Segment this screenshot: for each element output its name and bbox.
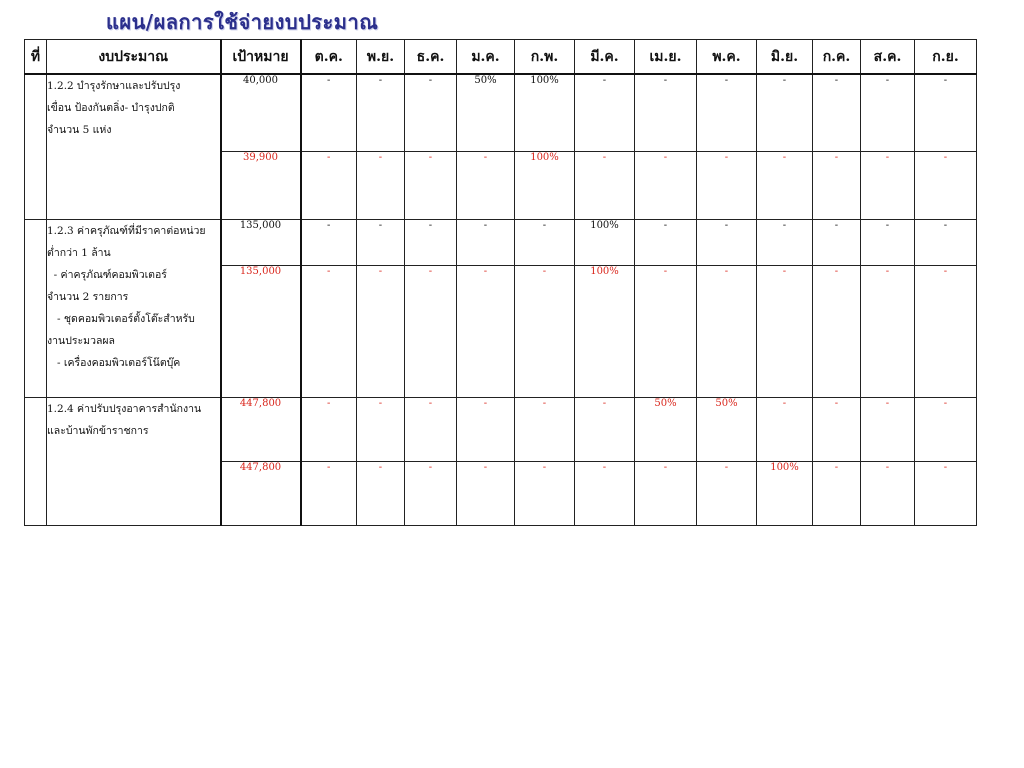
result-month-value: - [515,461,575,525]
header-month: ม.ค. [457,40,515,75]
result-target-value: 39,900 [221,151,301,219]
header-month: ก.ย. [915,40,977,75]
result-month-value: - [757,151,813,219]
result-month-value: - [861,151,915,219]
plan-month-value: - [861,219,915,265]
result-month-value: - [861,265,915,397]
budget-item-name-line: - ค่าครุภัณฑ์คอมพิวเตอร์ [47,268,167,281]
result-month-value: - [575,151,635,219]
header-budget: งบประมาณ [47,40,221,75]
result-month-value: 100% [515,151,575,219]
plan-month-value: 50% [635,397,697,461]
result-month-value: - [301,151,357,219]
budget-table-body [25,74,977,525]
header-month: ก.ค. [813,40,861,75]
budget-table [24,39,977,526]
table-row-plan [25,397,977,461]
plan-month-value: - [915,219,977,265]
budget-item-name-line: 1.2.2 บำรุงรักษาและปรับปรุง [47,80,181,92]
header-row [25,40,977,75]
plan-month-value: 100% [515,74,575,151]
budget-item-name [47,397,221,525]
plan-month-value: - [915,397,977,461]
result-month-value: - [861,461,915,525]
result-target-value: 447,800 [221,461,301,525]
plan-month-value: 50% [457,74,515,151]
result-month-value: - [357,461,405,525]
plan-month-value: - [457,397,515,461]
result-month-value: - [697,151,757,219]
budget-item-name [47,219,221,397]
result-month-value: - [813,461,861,525]
result-month-value: - [301,461,357,525]
budget-item-name-line: และบ้านพักข้าราชการ [47,424,149,437]
result-month-value: - [457,151,515,219]
result-target-value: 135,000 [221,265,301,397]
plan-month-value: - [515,219,575,265]
header-month: ส.ค. [861,40,915,75]
result-month-value: - [635,151,697,219]
plan-month-value: - [575,74,635,151]
header-month: ต.ค. [301,40,357,75]
plan-month-value: - [357,397,405,461]
result-month-value: - [405,461,457,525]
row-number-cell [25,219,47,397]
header-month: พ.ค. [697,40,757,75]
plan-target-value: 135,000 [221,219,301,265]
result-month-value: - [357,151,405,219]
plan-month-value: 50% [697,397,757,461]
plan-month-value: - [813,219,861,265]
result-month-value: - [915,461,977,525]
header-month: เม.ย. [635,40,697,75]
budget-item-name-line: งานประมวลผล [47,334,115,347]
result-month-value: - [457,461,515,525]
plan-month-value: - [301,74,357,151]
row-number-cell [25,74,47,219]
plan-month-value: - [357,74,405,151]
header-target: เป้าหมาย [221,40,301,75]
page-title: แผน/ผลการใช้จ่ายงบประมาณ [106,10,379,34]
result-month-value: - [697,461,757,525]
plan-month-value: - [915,74,977,151]
result-month-value: - [915,151,977,219]
result-month-value: - [915,265,977,397]
result-month-value: - [515,265,575,397]
header-no: ที่ [25,40,47,75]
plan-target-value: 40,000 [221,74,301,151]
plan-month-value: - [301,219,357,265]
result-month-value: - [405,265,457,397]
plan-month-value: - [813,397,861,461]
result-month-value: - [813,151,861,219]
plan-month-value: - [575,397,635,461]
plan-month-value: - [757,219,813,265]
plan-month-value: 100% [575,219,635,265]
plan-month-value: - [861,74,915,151]
budget-item-name-line: - ชุดคอมพิวเตอร์ตั้งโต๊ะสำหรับ [47,312,195,325]
result-month-value: - [457,265,515,397]
header-month: มิ.ย. [757,40,813,75]
budget-item-name-line: เขื่อน ป้องกันตลิ่ง- บำรุงปกติ [47,102,175,114]
plan-month-value: - [813,74,861,151]
plan-month-value: - [757,397,813,461]
result-month-value: 100% [575,265,635,397]
result-month-value: - [635,265,697,397]
plan-month-value: - [697,74,757,151]
plan-month-value: - [757,74,813,151]
budget-item-name-line: จำนวน 2 รายการ [47,290,129,303]
plan-month-value: - [405,74,457,151]
table-row-plan [25,74,977,151]
header-month: ธ.ค. [405,40,457,75]
result-month-value: - [635,461,697,525]
result-month-value: - [813,265,861,397]
budget-item-name-line: 1.2.4 ค่าปรับปรุงอาคารสำนักงาน [47,402,202,415]
plan-target-value: 447,800 [221,397,301,461]
plan-month-value: - [457,219,515,265]
result-month-value: - [405,151,457,219]
result-month-value: - [301,265,357,397]
budget-item-name-line: จำนวน 5 แห่ง [47,124,112,136]
plan-month-value: - [405,397,457,461]
plan-month-value: - [357,219,405,265]
result-month-value: - [357,265,405,397]
plan-month-value: - [697,219,757,265]
budget-item-name-line: 1.2.3 ค่าครุภัณฑ์ที่มีราคาต่อหน่วย [47,224,206,237]
budget-item-name [47,74,221,219]
budget-item-name-line: - เครื่องคอมพิวเตอร์โน๊ตบุ๊ค [47,356,181,369]
row-number-cell [25,397,47,525]
plan-month-value: - [861,397,915,461]
plan-month-value: - [635,219,697,265]
plan-month-value: - [515,397,575,461]
header-month: ก.พ. [515,40,575,75]
table-row-plan [25,219,977,265]
result-month-value: - [575,461,635,525]
result-month-value: - [757,265,813,397]
result-month-value: - [697,265,757,397]
header-month: มี.ค. [575,40,635,75]
header-month: พ.ย. [357,40,405,75]
plan-month-value: - [301,397,357,461]
result-month-value: 100% [757,461,813,525]
plan-month-value: - [635,74,697,151]
plan-month-value: - [405,219,457,265]
budget-item-name-line: ต่ำกว่า 1 ล้าน [47,246,111,259]
